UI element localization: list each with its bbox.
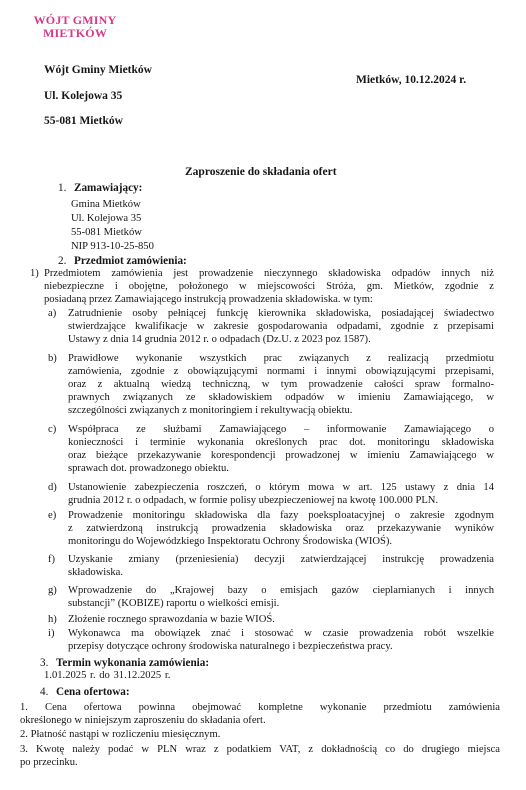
item-h-letter: h) [48,614,57,625]
item-a-line: Zatrudnienie osoby pełniącej funkcję kierownika składowiska, posiadającej świadectwo [68,308,494,319]
item-a-line: Ustawy z dnia 14 grudnia 2012 r. o odpadach (Dz.U. z 2023 poz 1587). [68,334,371,345]
item-b-line: szczególności związanych z monitoringiem i rekultywacją obiektu. [68,405,353,416]
item-b-letter: b) [48,353,57,364]
section-3-heading: Termin wykonania zamówienia: [56,657,210,669]
item-b-line: oraz z aktualną wiedzą techniczną, w tym prowadzenie całości spraw formalno- [68,379,494,390]
item-b-line: prawnych związanych ze składowiskiem odpadów w imieniu Zamawiającego, w [68,392,494,403]
buyer-street: Ul. Kolejowa 35 [71,213,142,224]
item-e-line: monitoringu do Wojewódzkiego Inspektoratu Ochrony Środowiska (WIOŚ). [68,536,393,547]
paragraph-1-line: posiadaną przez Zamawiającego instrukcją prowadzenia składowiska. w tym: [44,294,373,305]
price-point-3-line: po przecinku. [20,757,78,768]
item-i-letter: i) [48,628,55,639]
sender-name: Wójt Gminy Mietków [44,64,152,76]
paragraph-1-number: 1) [30,268,39,279]
document-title: Zaproszenie do składania ofert [185,166,337,178]
price-point-1-line: określonego w niniejszym zaproszeniu do składania ofert. [20,715,266,726]
letter-date: Mietków, 10.12.2024 r. [356,74,467,86]
buyer-name: Gmina Mietków [71,199,141,210]
price-point-2: 2. Płatność nastąpi w rozliczeniu miesięcznym. [20,729,221,740]
item-c-line: sprawach dot. prowadzonego obiektu. [68,463,229,474]
section-2-number: 2. [58,255,67,267]
item-d-line: Ustanowienie zabezpieczenia roszczeń, o którym mowa w art. 125 ustawy z dnia 14 [68,482,494,493]
sender-street: Ul. Kolejowa 35 [44,90,123,102]
price-point-1-line: 1. Cena ofertowa powinna obejmować kompletne wykonanie przedmiotu zamówienia [20,702,500,713]
section-4-number: 4. [40,686,49,698]
contract-period: 1.01.2025 r. do 31.12.2025 r. [44,670,171,681]
price-point-3-line: 3. Kwotę należy podać w PLN wraz z podatkiem VAT, z dokładnością co do drugiego miejsca [20,744,500,755]
section-3-number: 3. [40,657,49,669]
item-g-line: Wprowadzenie do „Krajowej bazy o emisjach gazów cieplarnianych i innych [68,585,494,596]
item-b-line: zamówienia, zgodnie z obowiązującymi normami i innymi obowiązującymi przepisami, [68,366,494,377]
buyer-nip: NIP 913-10-25-850 [71,241,154,252]
buyer-postcode: 55-081 Mietków [71,227,142,238]
item-b-line: Prawidłowe wykonanie wszystkich prac związanych z realizacją przedmiotu [68,353,494,364]
item-h-line: Złożenie rocznego sprawozdania w bazie WIOŚ. [68,614,275,625]
item-c-line: Współpraca ze służbami Zamawiającego – informowanie Zamawiającego o [68,424,494,435]
paragraph-1-line: Przedmiotem zamówienia jest prowadzenie nieczynnego składowiska odpadów innych niż [44,268,494,279]
stamp-line-2: MIETKÓW [42,26,108,40]
item-c-line: oraz bieżące przekazywanie korespondencji prowadzonej w imieniu Zamawiającego w [68,450,494,461]
item-f-letter: f) [48,554,56,565]
item-c-line: konieczności i terminie wykonania określonych prac dot. monitoringu składowiska [68,437,494,448]
section-4-heading: Cena ofertowa: [56,686,130,698]
office-stamp [20,14,130,40]
stamp-line-1: WÓJT GMINY [33,13,117,27]
item-a-letter: a) [48,308,57,319]
item-i-line: Wykonawca ma obowiązek znać i stosować w czasie prowadzenia robót wszelkie [68,628,494,639]
item-g-letter: g) [48,585,57,596]
item-d-line: grudnia 2012 r. o odpadach, w formie polisy ubezpieczeniowej na kwotę 100.000 PLN. [68,495,439,506]
section-2-heading: Przedmiot zamówienia: [74,255,187,267]
item-f-line: Uzyskanie zmiany (przeniesienia) decyzji zatwierdzającej instrukcję prowadzenia [68,554,494,565]
item-e-letter: e) [48,510,57,521]
section-1-heading: Zamawiający: [74,182,143,194]
paragraph-1-line: niebezpieczne i obojętne, położonego w miejscowości Stróża, gm. Mietków, zgodnie z [44,281,494,292]
sender-postcode: 55-081 Mietków [44,115,123,127]
item-i-line: przepisy dotyczące ochrony środowiska naturalnego i bezpieczeństwa pracy. [68,641,393,652]
section-1-number: 1. [58,182,67,194]
item-e-line: z zatwierdzoną instrukcją prowadzenia składowiska oraz przekazywanie wyników [68,523,494,534]
item-a-line: stwierdzające kwalifikacje w zakresie gospodarowania odpadami, zgodnie z przepisami [68,321,494,332]
item-f-line: składowiska. [68,567,124,578]
item-e-line: Prowadzenie monitoringu składowiska dla fazy poeksploatacyjnej o zakresie zgodnym [68,510,494,521]
item-d-letter: d) [48,482,57,493]
item-g-line: substancji” (KOBIZE) raportu o wielkości emisji. [68,598,280,609]
item-c-letter: c) [48,424,57,435]
